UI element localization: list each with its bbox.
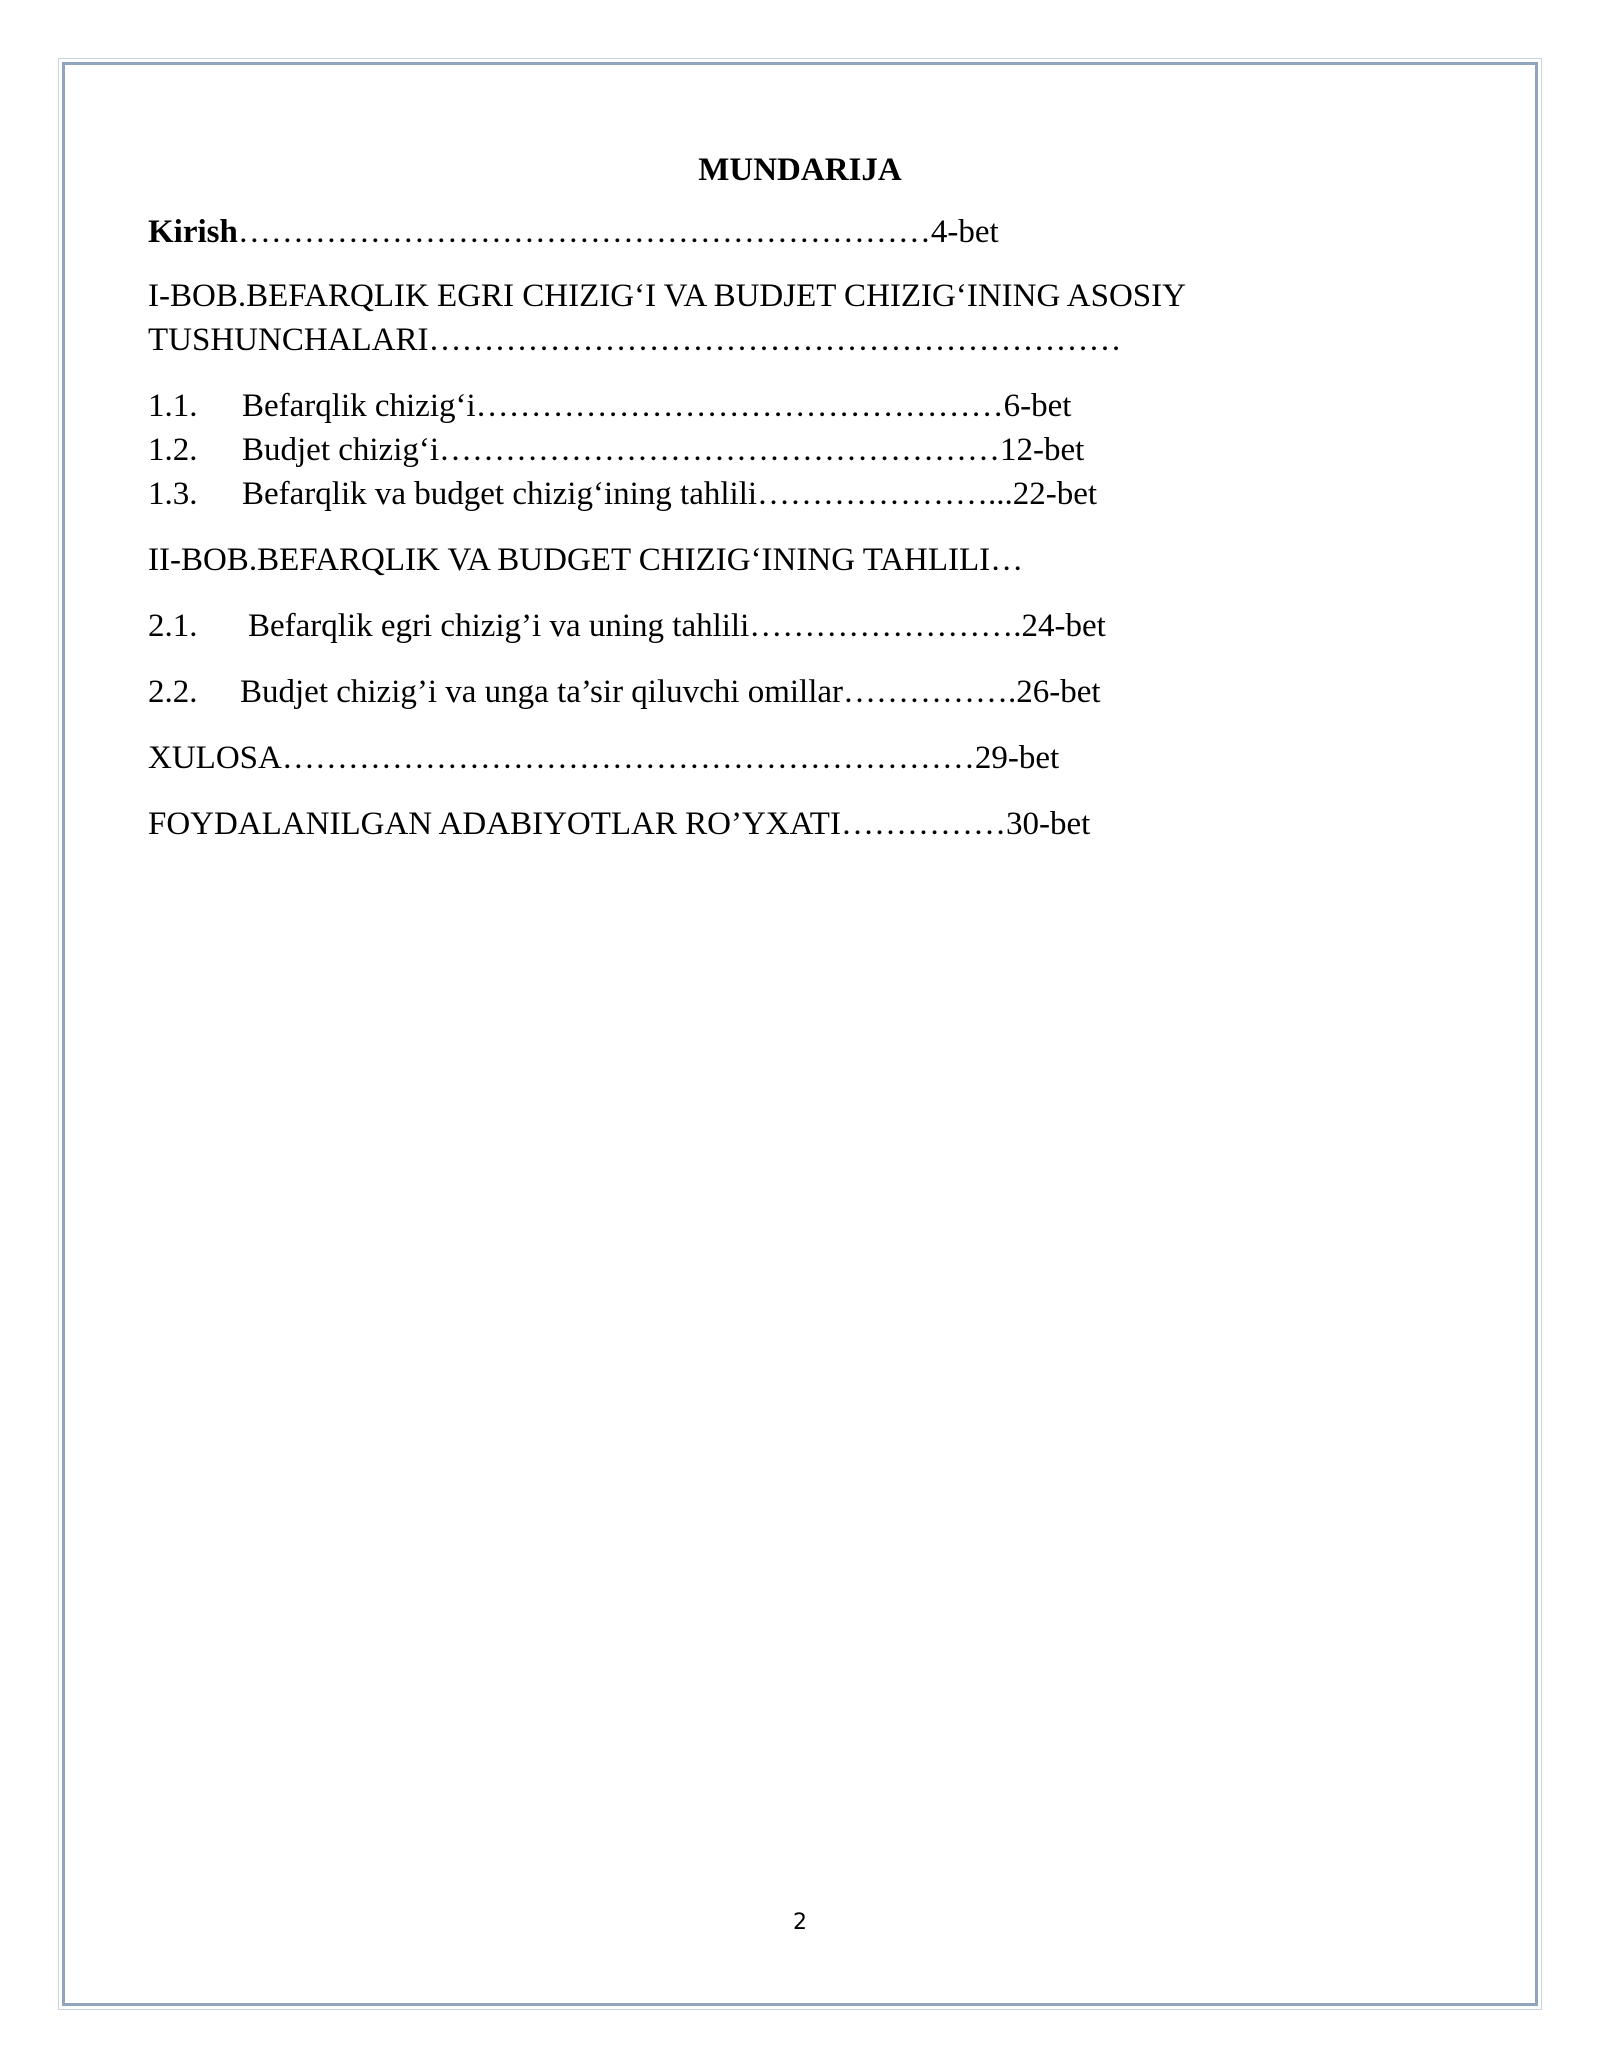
toc-entry-2-1[interactable] — [148, 604, 1408, 648]
toc-entry-references[interactable] — [148, 802, 1408, 846]
toc-page-ref: 22-bet — [1012, 476, 1098, 512]
toc-chapter-title-line-2: TUSHUNCHALARI……………………………………………………… — [148, 322, 1122, 358]
toc-page-ref: 30-bet — [1005, 806, 1091, 842]
toc-entry-conclusion[interactable] — [148, 736, 1408, 780]
toc-entry-label: Kirish — [148, 214, 238, 250]
table-of-contents — [148, 146, 1408, 846]
toc-entry-1-2[interactable] — [148, 428, 1408, 472]
toc-entry-label: Befarqlik chizig‘i — [242, 388, 476, 424]
toc-entry-chapter-1[interactable] — [148, 274, 1408, 362]
toc-leader: …………………... — [757, 476, 1013, 512]
toc-page-ref: 26-bet — [1016, 674, 1101, 710]
toc-entry-label: Budjet chizig‘i — [242, 432, 440, 468]
toc-entry-label: II-BOB.BEFARQLIK VA BUDGET CHIZIG‘INING TAHLILI… — [148, 542, 1024, 578]
toc-leader: …………… — [840, 806, 1006, 842]
toc-entry-label: Befarqlik egri chizig’i va uning tahlili — [248, 608, 750, 644]
toc-section-number: 1.1. — [148, 388, 198, 424]
toc-leader: ……………………………………………………… — [281, 740, 975, 776]
page-number: 2 — [793, 1910, 807, 1935]
page-title: MUNDARIJA — [698, 152, 902, 188]
toc-entry-label: Befarqlik va budget chizig‘ining tahlili — [242, 476, 758, 512]
toc-entry-label: Budjet chizig’i va unga ta’sir qiluvchi omillar — [240, 674, 844, 710]
toc-page-ref: 12-bet — [1000, 432, 1085, 468]
toc-entry-label: FOYDALANILGAN ADABIYOTLAR RO’YXATI — [148, 806, 841, 842]
toc-chapter-title-line-1: I-BOB.BEFARQLIK EGRI CHIZIG‘I VA BUDJET CHIZIG‘INING ASOSIY — [148, 278, 1186, 314]
toc-section-number: 1.2. — [148, 432, 198, 468]
toc-entry-1-3[interactable] — [148, 472, 1408, 516]
toc-entry-2-2[interactable] — [148, 670, 1408, 714]
toc-section-number: 2.2. — [148, 674, 198, 710]
toc-leader: ……………. — [843, 674, 1017, 710]
toc-entry-intro[interactable] — [148, 210, 1408, 254]
toc-page-ref: 4-bet — [930, 214, 999, 250]
toc-leader: ………………………………………… — [475, 388, 1004, 424]
toc-entry-chapter-2[interactable] — [148, 538, 1408, 582]
toc-section-number: 2.1. — [148, 608, 198, 644]
toc-leader: ……………………………………………………… — [237, 214, 931, 250]
toc-page-ref: 6-bet — [1003, 388, 1072, 424]
toc-entry-label: XULOSA — [148, 740, 282, 776]
toc-entry-1-1[interactable] — [148, 384, 1408, 428]
toc-page-ref: 29-bet — [974, 740, 1060, 776]
toc-leader: ……………………. — [749, 608, 1022, 644]
toc-leader: …………………………………………… — [439, 432, 1001, 468]
toc-section-number: 1.3. — [148, 476, 198, 512]
toc-page-ref: 24-bet — [1021, 608, 1106, 644]
